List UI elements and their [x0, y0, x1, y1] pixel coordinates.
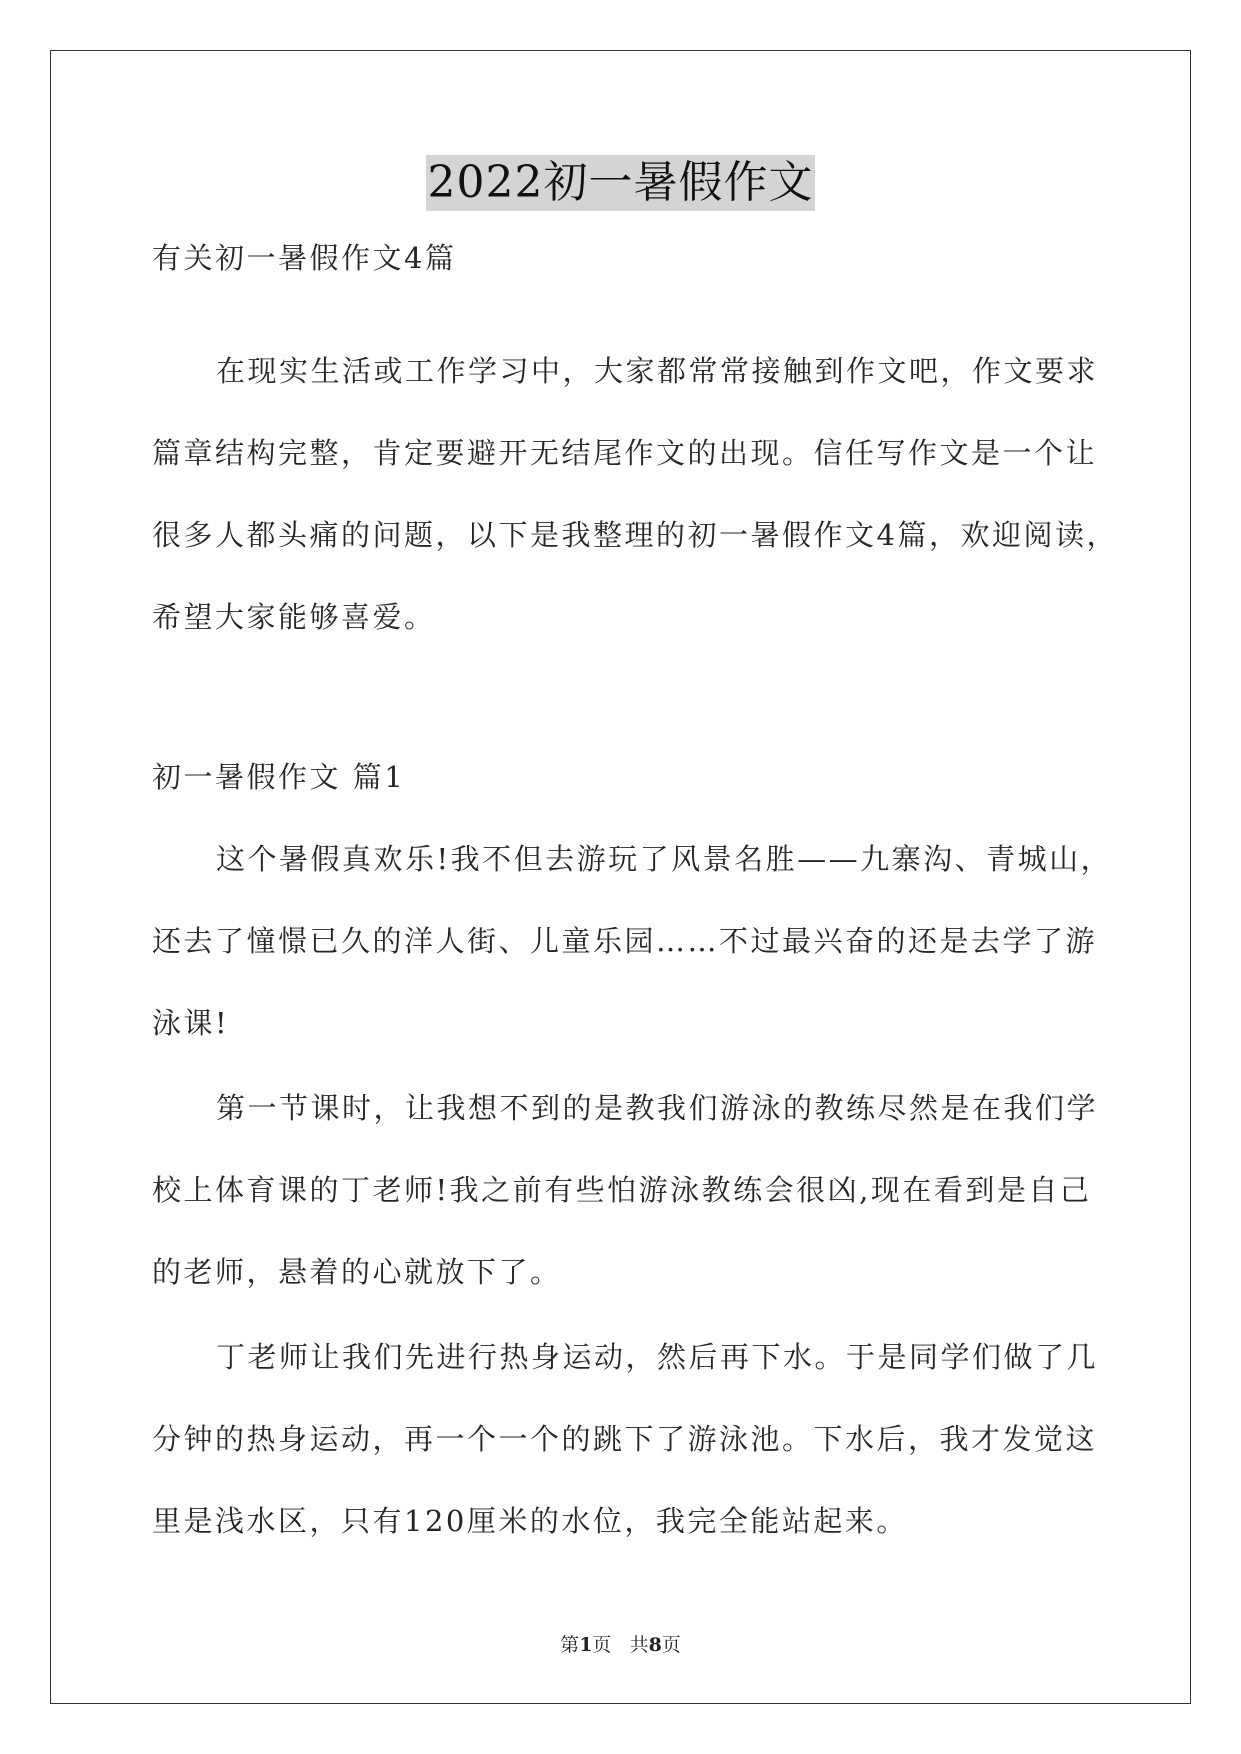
title-container [0, 155, 1241, 211]
paragraph-line: 分钟的热身运动，再一个一个的跳下了游泳池。下水后，我才发觉这 [152, 1422, 1098, 1456]
intro-paragraph [152, 330, 1118, 658]
footer-total-prefix: 共 [629, 1634, 649, 1656]
intro-line: 希望大家能够喜爱。 [152, 600, 436, 634]
footer-page-suffix: 页 [592, 1634, 612, 1656]
paragraph-line: 泳课! [152, 1006, 230, 1040]
paragraph-1 [152, 818, 1112, 1064]
paragraph-line: 这个暑假真欢乐!我不但去游玩了风景名胜——九寨沟、青城山， [216, 842, 1113, 876]
footer-page-prefix: 第 [560, 1634, 580, 1656]
paragraph-line: 还去了憧憬已久的洋人街、儿童乐园……不过最兴奋的还是去学了游 [152, 924, 1098, 958]
paragraph-line: 校上体育课的丁老师!我之前有些怕游泳教练会很凶,现在看到是自己 [152, 1173, 1092, 1207]
paragraph-line: 的老师，悬着的心就放下了。 [152, 1255, 562, 1289]
paragraph-3 [152, 1316, 1112, 1562]
footer-total-pages: 8 [648, 1634, 662, 1656]
paragraph-line: 里是浅水区，只有120厘米的水位，我完全能站起来。 [152, 1504, 908, 1538]
intro-line: 在现实生活或工作学习中，大家都常常接触到作文吧，作文要求 [216, 354, 1099, 388]
document-subtitle: 有关初一暑假作文4篇 [152, 241, 457, 275]
intro-line: 篇章结构完整，肯定要避开无结尾作文的出现。信任写作文是一个让 [152, 436, 1098, 470]
paragraph-2 [152, 1067, 1112, 1313]
footer-page-number: 1 [579, 1634, 593, 1656]
paragraph-line: 丁老师让我们先进行热身运动，然后再下水。于是同学们做了几 [216, 1340, 1099, 1374]
page-footer [0, 1630, 1241, 1657]
subtitle-block [152, 217, 1112, 299]
section-heading-block [152, 736, 1112, 818]
intro-line: 很多人都头痛的问题，以下是我整理的初一暑假作文4篇，欢迎阅读， [152, 518, 1118, 552]
section-heading: 初一暑假作文 篇1 [152, 760, 406, 794]
document-title: 2022初一暑假作文 [426, 155, 816, 211]
paragraph-line: 第一节课时，让我想不到的是教我们游泳的教练尽然是在我们学 [216, 1091, 1099, 1125]
footer-total-suffix: 页 [661, 1634, 681, 1656]
